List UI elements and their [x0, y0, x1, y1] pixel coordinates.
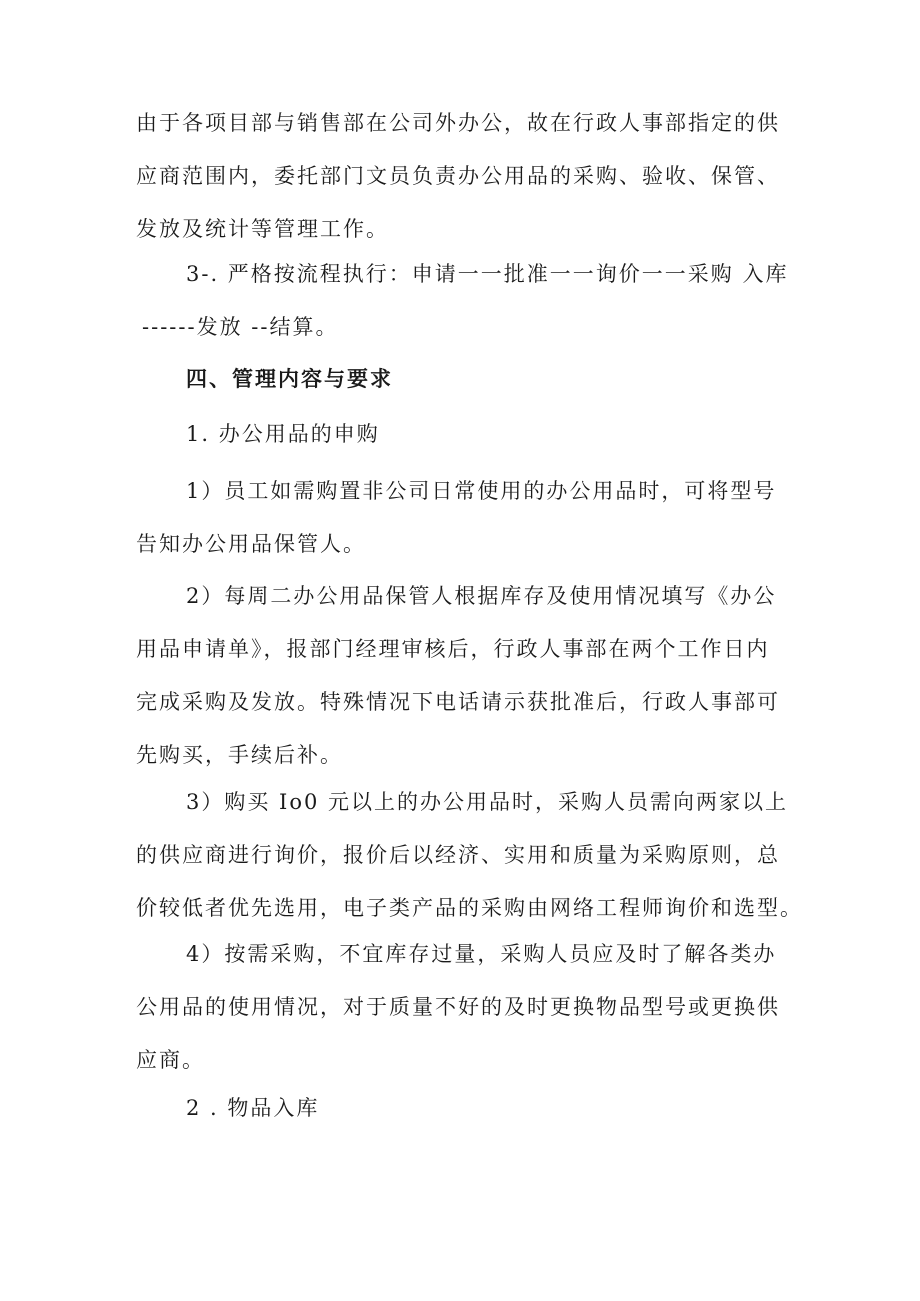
text-line: 的供应商进行询价，报价后以经济、实用和质量为采购原则，总 [136, 843, 780, 867]
text-line: 完成采购及发放。特殊情况下电话请示获批准后，行政人事部可 [136, 690, 780, 714]
text-line: 公用品的使用情况，对于质量不好的及时更换物品型号或更换供 [136, 995, 780, 1019]
paragraph-process-flow [136, 248, 796, 354]
paragraph-office-supplies-scope [136, 97, 796, 256]
section-heading-4 [136, 352, 796, 405]
text-line: 发放及统计等管理工作。 [136, 217, 389, 241]
text-line: 3-. 严格按流程执行：申请一一批准一一询价一一采购 入库 [186, 262, 789, 286]
text-line: 告知办公用品保管人。 [136, 532, 366, 556]
list-item-2 [136, 570, 796, 782]
text-line: 3）购买 Io0 元以上的办公用品时，采购人员需向两家以上 [186, 790, 789, 814]
list-item-3 [136, 776, 803, 935]
text-line: 价较低者优先选用，电子类产品的采购由网络工程师询价和选型。 [136, 896, 803, 920]
list-item-4 [136, 928, 796, 1087]
subsection-title-1 [136, 408, 796, 461]
text-line: 应商范围内，委托部门文员负责办公用品的采购、验收、保管、 [136, 164, 780, 188]
text-line: 4）按需采购，不宜库存过量，采购人员应及时了解各类办 [186, 942, 777, 966]
text-line: 用品申请单》，报部门经理审核后，行政人事部在两个工作日内 [136, 637, 770, 661]
text-line: ------发放 --结算。 [142, 315, 339, 339]
subsection-text: 1. 办公用品的申购 [186, 422, 380, 446]
text-line: 由于各项目部与销售部在公司外办公，故在行政人事部指定的供 [136, 111, 780, 135]
text-line: 1）员工如需购置非公司日常使用的办公用品时，可将型号 [186, 479, 777, 503]
subsection-text: 2 . 物品入库 [186, 1096, 320, 1120]
text-line: 应商。 [136, 1048, 205, 1072]
list-item-1 [136, 465, 796, 571]
heading-text: 四、管理内容与要求 [186, 366, 393, 391]
text-line: 先购买，手续后补。 [136, 743, 343, 767]
subsection-title-2 [136, 1082, 796, 1135]
text-line: 2）每周二办公用品保管人根据库存及使用情况填写《办公 [186, 584, 777, 608]
